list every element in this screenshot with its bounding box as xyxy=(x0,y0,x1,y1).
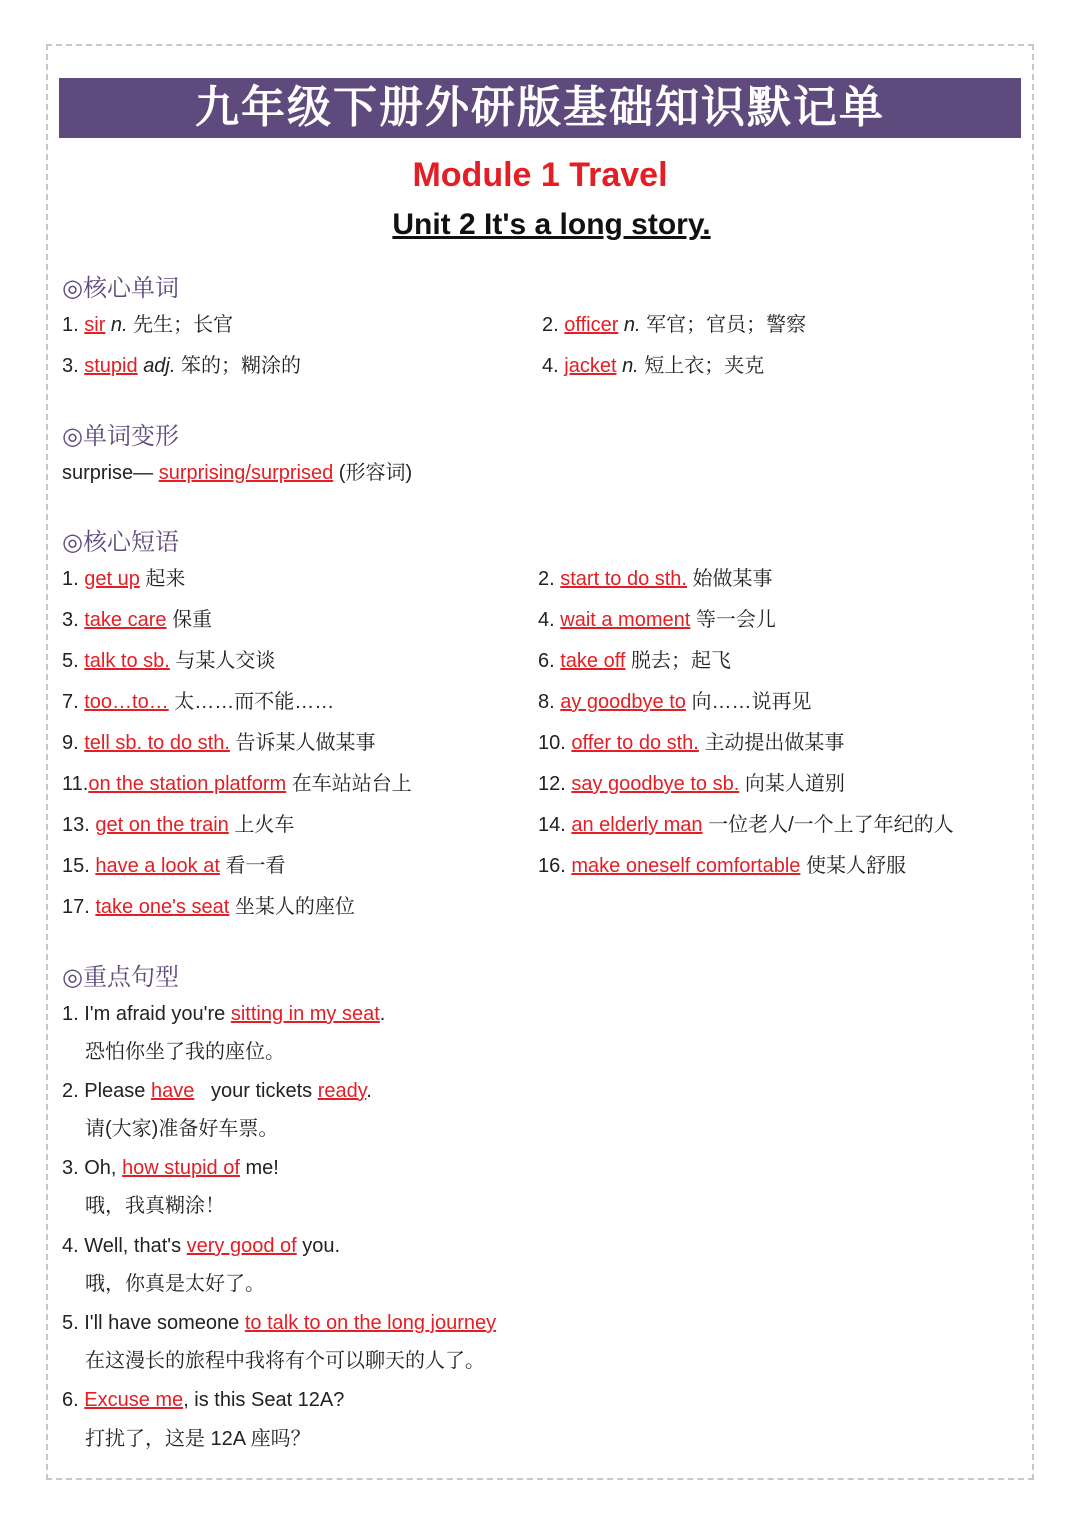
word-form-item: surprise— surprising/surprised (形容词) xyxy=(62,462,413,484)
module-title: Module 1 Travel xyxy=(412,156,668,194)
phrase-item: 5. talk to sb. 与某人交谈 xyxy=(62,650,276,672)
phrase-item: 2. start to do sth. 始做某事 xyxy=(538,568,773,590)
sentence-cn: 恐怕你坐了我的座位。 xyxy=(85,1041,285,1063)
sentence-cn: 打扰了，这是 12A 座吗？ xyxy=(85,1428,311,1450)
phrase-item: 13. get on the train 上火车 xyxy=(62,814,295,836)
word-item: 4. jacket n. 短上衣；夹克 xyxy=(542,355,765,377)
sentence-en: 4. Well, that's very good of you. xyxy=(62,1235,341,1257)
phrase-item: 1. get up 起来 xyxy=(62,568,186,590)
section-title-core-phrases: ◎核心短语 xyxy=(62,529,179,556)
phrase-item: 10. offer to do sth. 主动提出做某事 xyxy=(538,732,845,754)
sentence-en: 5. I'll have someone to talk to on the long journey xyxy=(62,1312,497,1334)
word-answer: stupid xyxy=(84,355,138,377)
word-form-answer: surprising/surprised xyxy=(158,462,334,484)
sentence-en: 2. Please have your tickets ready. xyxy=(62,1080,372,1102)
word-item: 3. stupid adj. 笨的；糊涂的 xyxy=(62,355,301,377)
phrase-item: 8. ay goodbye to 向……说再见 xyxy=(538,691,812,713)
phrase-item: 16. make oneself comfortable 使某人舒服 xyxy=(538,855,906,877)
sentence-en: 3. Oh, how stupid of me! xyxy=(62,1157,279,1179)
phrase-item: 11.on the station platform 在车站站台上 xyxy=(62,773,412,795)
phrase-item: 7. too…to… 太……而不能…… xyxy=(62,691,335,713)
phrase-item: 14. an elderly man 一位老人/一个上了年纪的人 xyxy=(538,814,954,836)
phrase-item: 3. take care 保重 xyxy=(62,609,213,631)
sentence-cn: 在这漫长的旅程中我将有个可以聊天的人了。 xyxy=(85,1350,485,1372)
section-title-key-sentences: ◎重点句型 xyxy=(62,964,179,991)
sentence-en: 1. I'm afraid you're sitting in my seat. xyxy=(62,1003,386,1025)
phrase-item: 6. take off 脱去；起飞 xyxy=(538,650,732,672)
section-title-word-forms: ◎单词变形 xyxy=(62,423,179,450)
sentence-cn: 请(大家)准备好车票。 xyxy=(85,1118,279,1140)
page-border xyxy=(46,44,1034,1480)
unit-title: Unit 2 It's a long story. xyxy=(392,208,711,241)
section-title-core-words: ◎核心单词 xyxy=(62,275,179,302)
phrase-item: 9. tell sb. to do sth. 告诉某人做某事 xyxy=(62,732,376,754)
page-banner-title: 九年级下册外研版基础知识默记单 xyxy=(59,78,1021,138)
sentence-cn: 哦，我真糊涂！ xyxy=(85,1195,225,1217)
word-answer: sir xyxy=(84,314,106,336)
word-item: 1. sir n. 先生；长官 xyxy=(62,314,234,336)
word-item: 2. officer n. 军官；官员；警察 xyxy=(542,314,807,336)
phrase-item: 15. have a look at 看一看 xyxy=(62,855,286,877)
sentence-en: 6. Excuse me, is this Seat 12A? xyxy=(62,1389,345,1411)
phrase-item: 12. say goodbye to sb. 向某人道别 xyxy=(538,773,845,795)
phrase-item: 17. take one's seat 坐某人的座位 xyxy=(62,896,355,918)
word-answer: jacket xyxy=(564,355,617,377)
phrase-item: 4. wait a moment 等一会儿 xyxy=(538,609,776,631)
sentence-cn: 哦，你真是太好了。 xyxy=(85,1273,265,1295)
word-answer: officer xyxy=(564,314,619,336)
